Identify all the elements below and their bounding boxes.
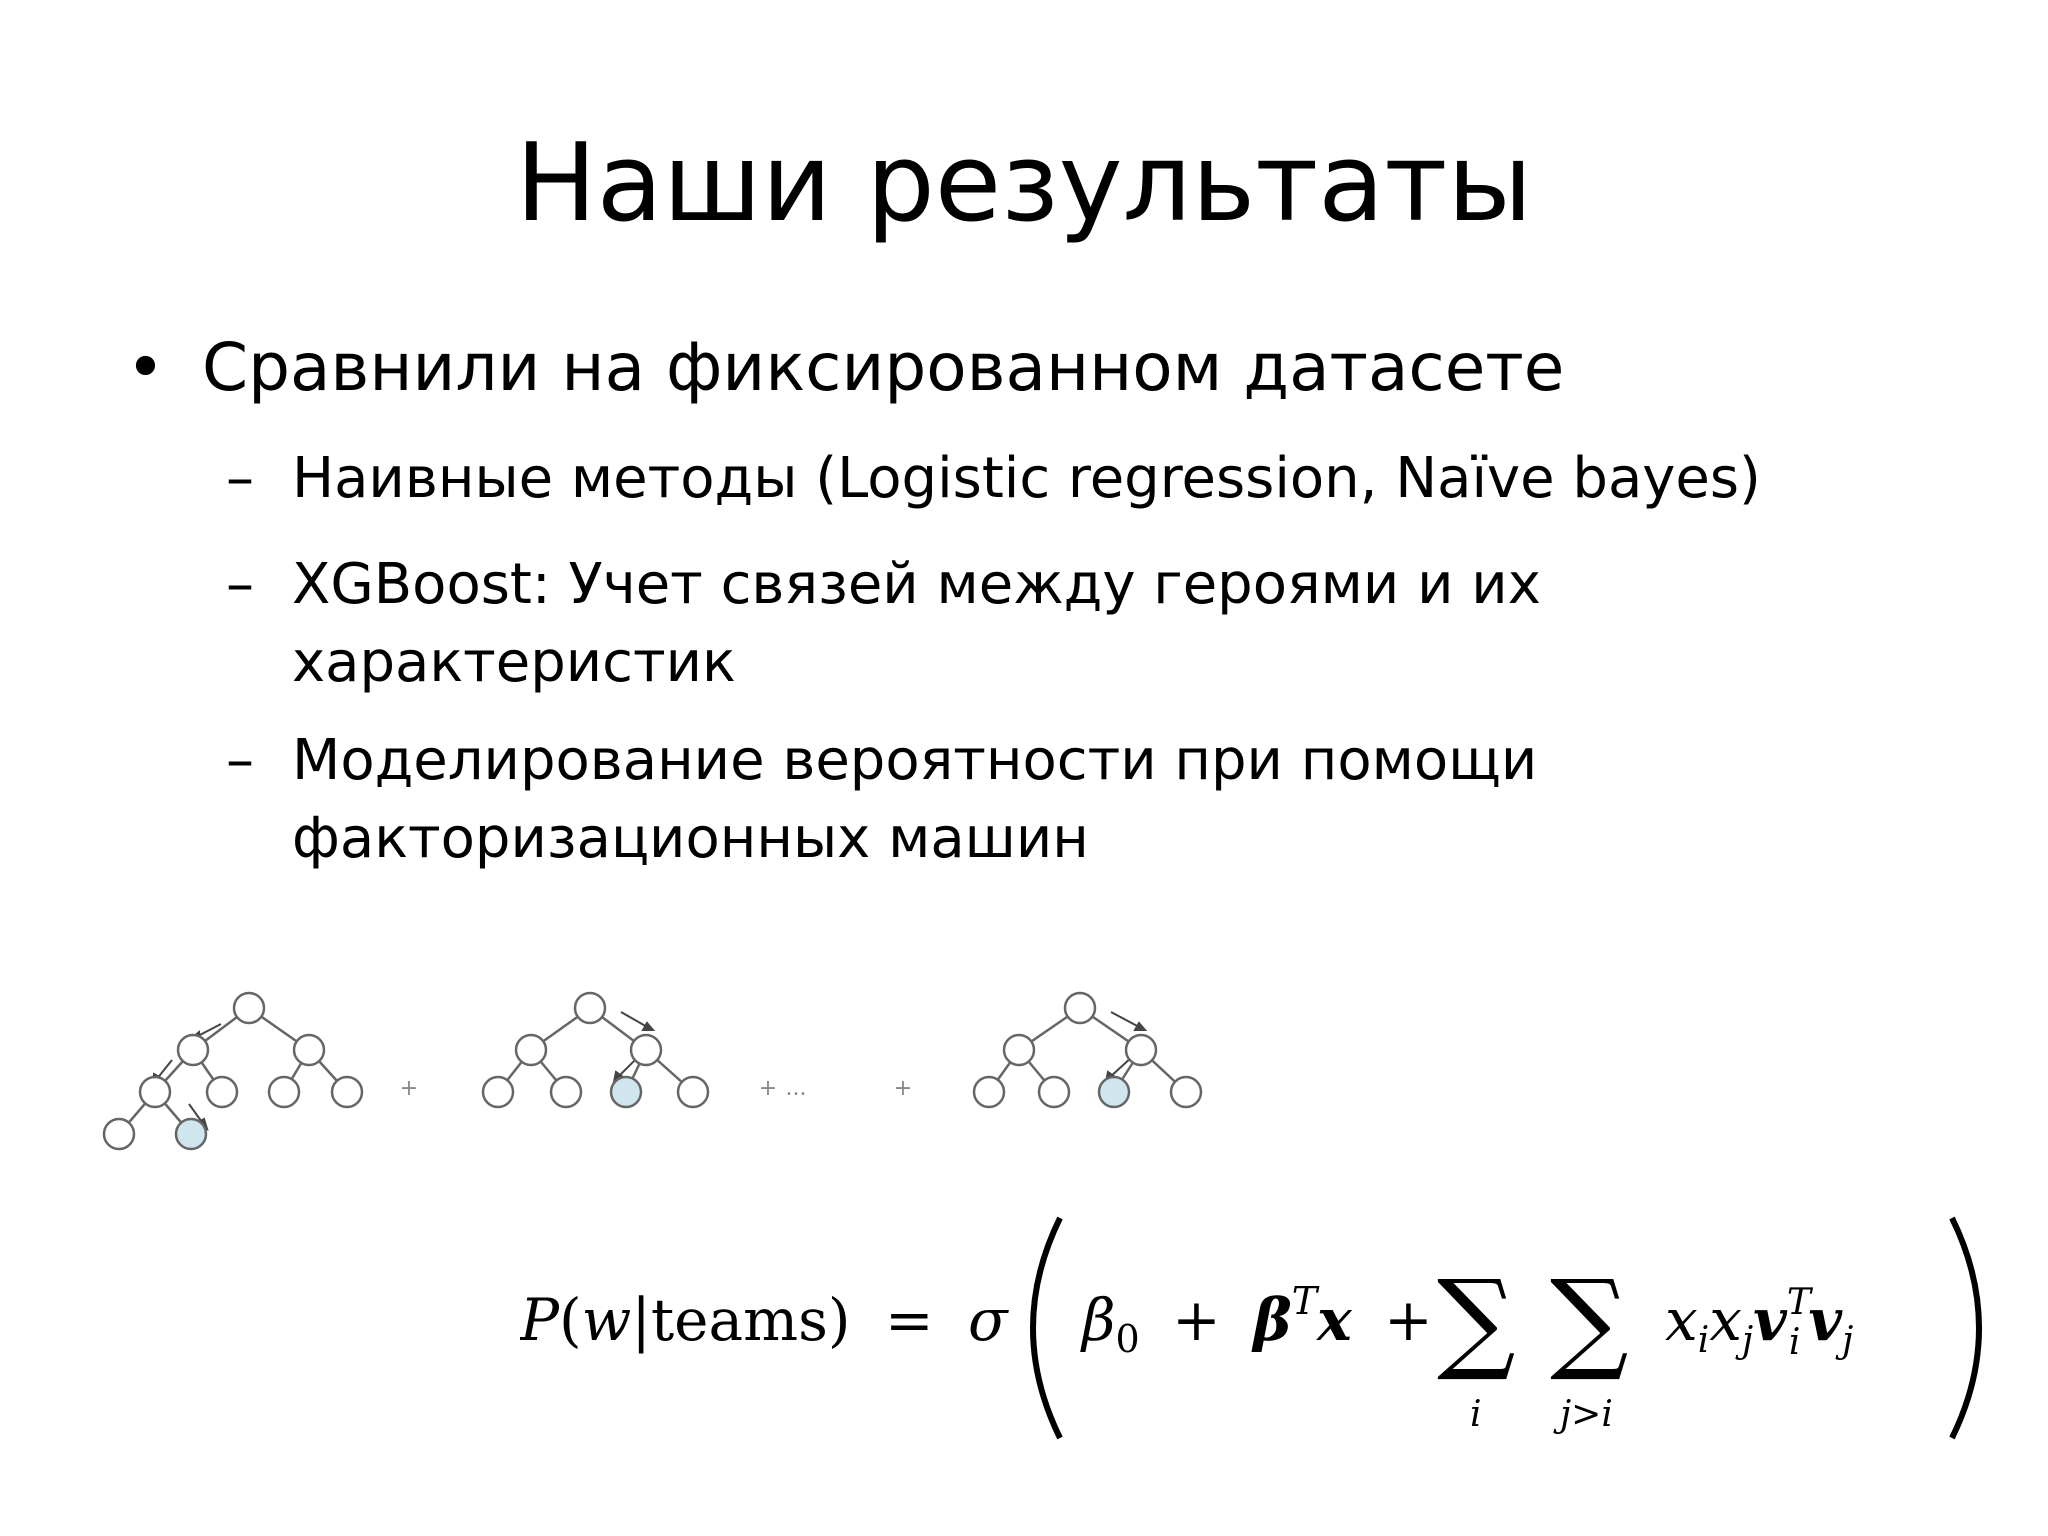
tree-node	[1004, 1035, 1034, 1065]
tree-node	[234, 993, 264, 1023]
tree-node	[483, 1077, 513, 1107]
tree-node	[1065, 993, 1095, 1023]
svg-text:β0 + βTx +: $\beta_0$ + $\beta^Tx$ +	[1082, 1279, 1433, 1361]
probability-formula	[520, 1210, 2020, 1460]
tree-node	[575, 993, 605, 1023]
formula-right-paren	[1952, 1218, 1979, 1438]
tree-node	[551, 1077, 581, 1107]
sub-item-dash: –	[226, 728, 254, 793]
tree-node	[1126, 1035, 1156, 1065]
tree-leaf-highlighted	[611, 1077, 641, 1107]
tree-ensemble-figure	[96, 990, 1236, 1220]
bullet-text: Сравнили на фиксированном датасете	[202, 329, 1565, 406]
bullet-dot: •	[126, 329, 165, 406]
tree-node	[678, 1077, 708, 1107]
formula-sigma: σ	[967, 1286, 1008, 1354]
sub-item-text-continued: факторизационных машин	[292, 806, 1089, 871]
tree-leaf-highlighted	[176, 1119, 206, 1149]
sub-item-text: Наивные методы (Logistic regression, Naïve bayes)	[292, 446, 1761, 511]
tree-node	[178, 1035, 208, 1065]
formula-left-paren	[1033, 1218, 1060, 1438]
formula-teams: teams	[650, 1286, 828, 1354]
sum-symbol-j: ∑	[1550, 1256, 1629, 1384]
sub-item-dash: –	[226, 446, 254, 511]
sum-index-j: j>i	[1560, 1394, 1613, 1435]
tree-node	[631, 1035, 661, 1065]
formula-P: P	[520, 1286, 560, 1354]
plus-sign: +	[399, 1076, 419, 1101]
tree-node	[1039, 1077, 1069, 1107]
sub-item-dash: –	[226, 552, 254, 617]
slide-title: Наши результаты	[515, 121, 1533, 246]
sub-item-text: XGBoost: Учет связей между героями и их	[292, 552, 1541, 617]
plus-sign: +	[893, 1076, 913, 1101]
tree-node	[140, 1077, 170, 1107]
tree-node	[974, 1077, 1004, 1107]
svg-text:P(w|teams) = σ: P(w|teams) = σ	[520, 1286, 1008, 1354]
bullet-item	[126, 329, 1565, 406]
tree-node	[294, 1035, 324, 1065]
sub-item-text-continued: характеристик	[292, 630, 736, 695]
sum-symbol-i: ∑	[1437, 1256, 1516, 1384]
ellipsis: ...	[785, 1076, 807, 1101]
tree-node	[332, 1077, 362, 1107]
plus-sign: +	[758, 1076, 778, 1101]
tree-node	[104, 1119, 134, 1149]
sub-item-text: Моделирование вероятности при помощи	[292, 728, 1538, 793]
svg-text:xixjvTivj: $x_ix_jv^T$ i $v_j$	[1665, 1282, 1854, 1363]
tree-node	[269, 1077, 299, 1107]
tree-node	[1171, 1077, 1201, 1107]
tree-node	[207, 1077, 237, 1107]
tree-leaf-highlighted	[1099, 1077, 1129, 1107]
tree-node	[516, 1035, 546, 1065]
sum-index-i: i	[1470, 1394, 1482, 1435]
